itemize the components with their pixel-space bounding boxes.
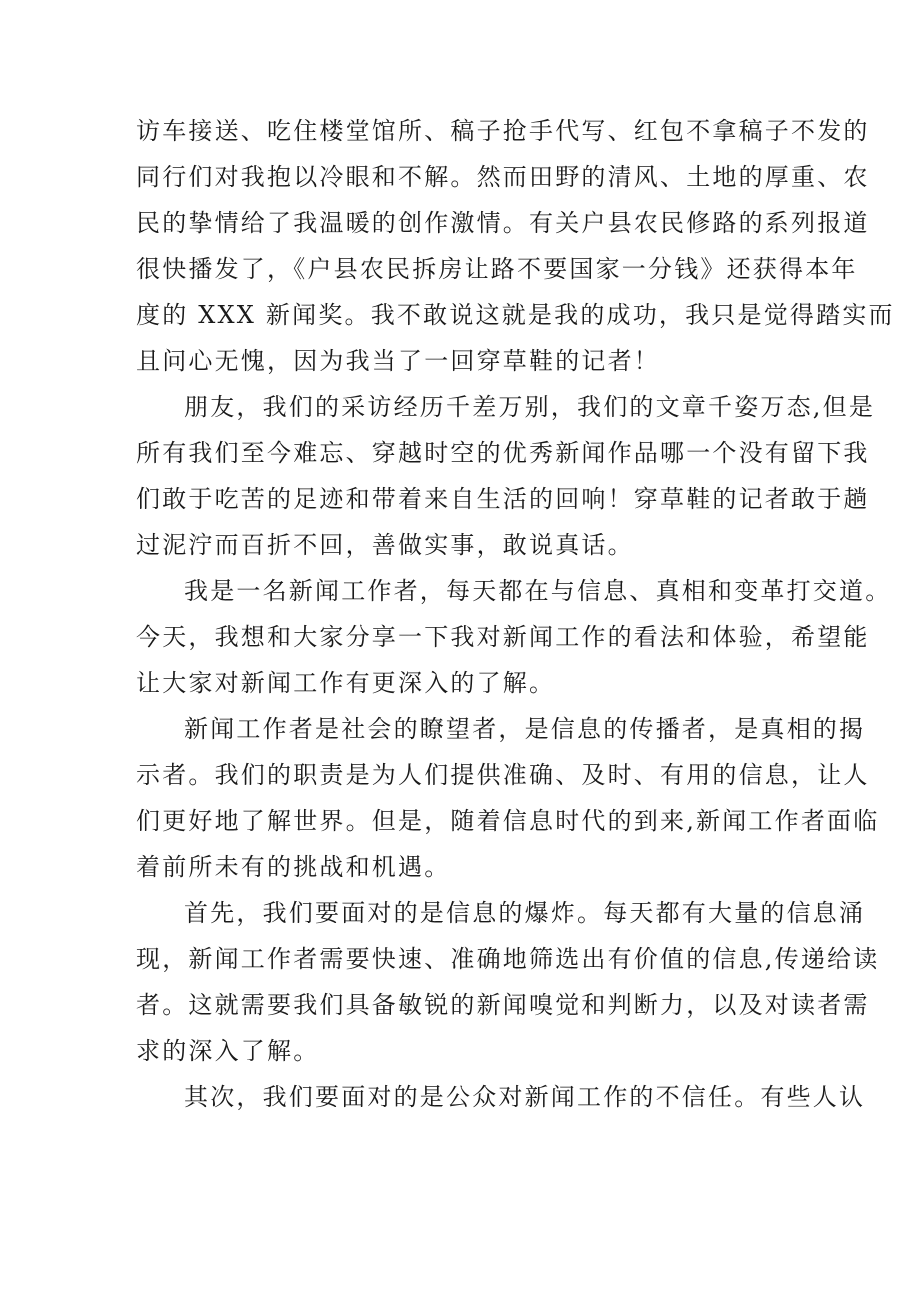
text-line: 让大家对新闻工作有更深入的了解。 xyxy=(136,669,556,697)
text-line: 者。这就需要我们具备敏锐的新闻嗅觉和判断力，以及对读者需 xyxy=(136,991,870,1019)
body-text xyxy=(136,108,895,1120)
text-line: 过泥泞而百折不回，善做实事，敢说真话。 xyxy=(136,531,634,559)
text-line: 其次，我们要面对的是公众对新闻工作的不信任。有些人认 xyxy=(184,1083,866,1111)
text-line: 今天，我想和大家分享一下我对新闻工作的看法和体验，希望能 xyxy=(136,623,870,651)
text-line: 访车接送、吃住楼堂馆所、稿子抢手代写、红包不拿稿子不发的 xyxy=(136,117,870,145)
text-line: 求的深入了解。 xyxy=(136,1037,320,1065)
text-line: 新闻工作者是社会的瞭望者，是信息的传播者，是真相的揭 xyxy=(184,715,866,743)
text-line: 且问心无愧，因为我当了一回穿草鞋的记者！ xyxy=(136,347,660,375)
text-line: 着前所未有的挑战和机遇。 xyxy=(136,853,451,881)
text-line: 我是一名新闻工作者，每天都在与信息、真相和变革打交道。 xyxy=(184,577,892,605)
text-line: 们敢于吃苦的足迹和带着来自生活的回响！穿草鞋的记者敢于趟 xyxy=(136,485,870,513)
text-line: 朋友，我们的采访经历千差万别，我们的文章千姿万态,但是 xyxy=(184,393,876,421)
text-line: 首先，我们要面对的是信息的爆炸。每天都有大量的信息涌 xyxy=(184,899,866,927)
text-line: 们更好地了解世界。但是，随着信息时代的到来,新闻工作者面临 xyxy=(136,807,880,835)
text-line: 民的挚情给了我温暖的创作激情。有关户县农民修路的系列报道 xyxy=(136,209,870,237)
text-line: 度的 XXX 新闻奖。我不敢说这就是我的成功，我只是觉得踏实而 xyxy=(136,301,895,329)
text-line: 同行们对我抱以冷眼和不解。然而田野的清风、土地的厚重、农 xyxy=(136,163,870,191)
text-line: 很快播发了，《户县农民拆房让路不要国家一分钱》还获得本年 xyxy=(136,255,858,283)
text-line: 示者。我们的职责是为人们提供准确、及时、有用的信息，让人 xyxy=(136,761,870,789)
text-line: 现，新闻工作者需要快速、准确地筛选出有价值的信息,传递给读 xyxy=(136,945,880,973)
text-line: 所有我们至今难忘、穿越时空的优秀新闻作品哪一个没有留下我 xyxy=(136,439,870,467)
